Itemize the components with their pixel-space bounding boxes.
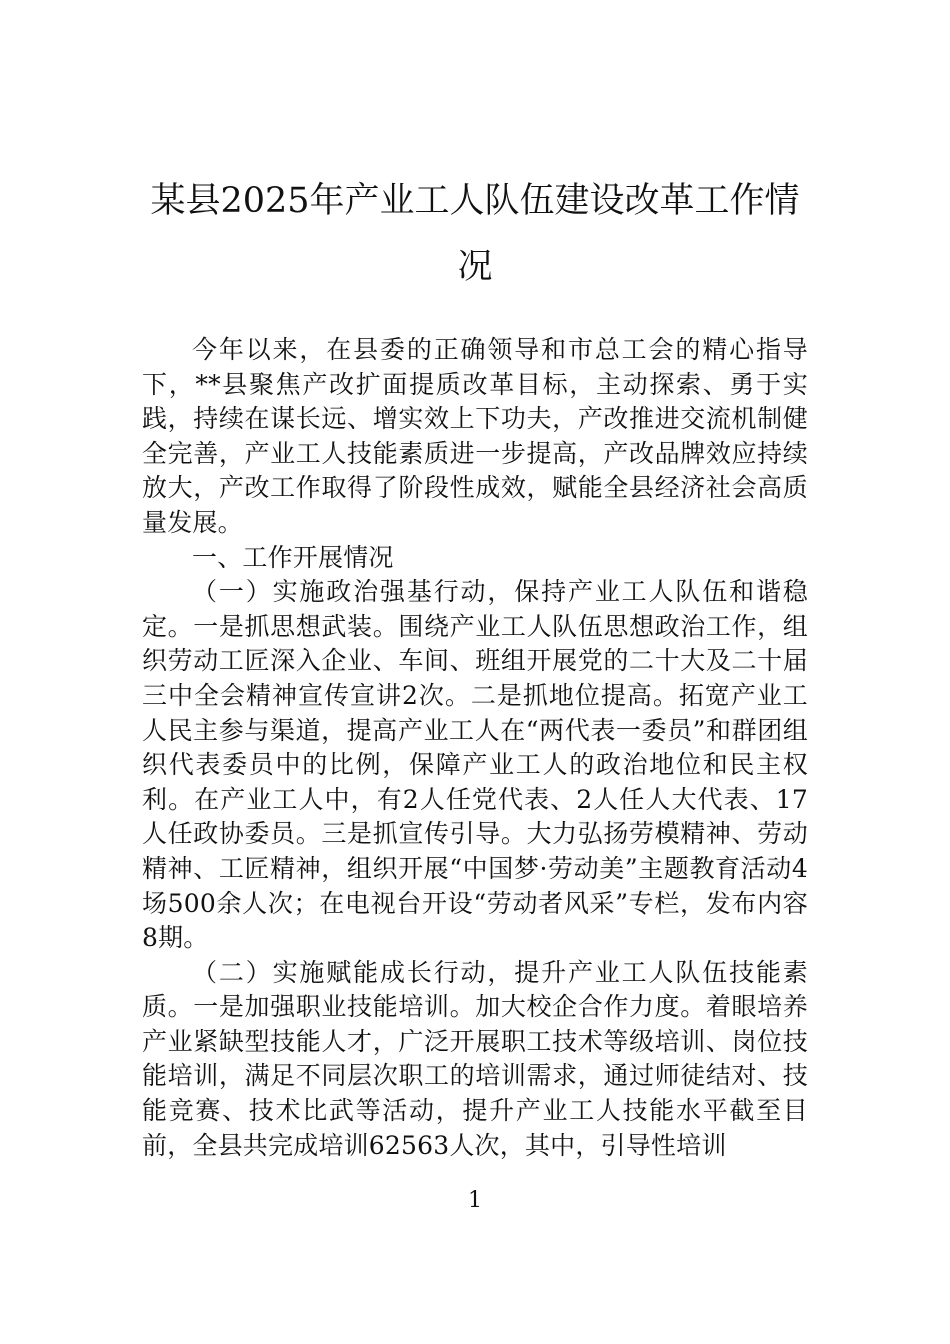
document-title: 某县2025年产业工人队伍建设改革工作情况	[150, 181, 800, 287]
intro-paragraph: 今年以来，在县委的正确领导和市总工会的精心指导下，**县聚焦产改扩面提质改革目标，主动探索、勇于实践，持续在谋长远、增实效上下功夫，产改推进交流机制健全完善，产业工人技能素质进一步提高，产改品牌效应持续放大，产改工作取得了阶段性成效，赋能全县经济社会高质量发展。	[142, 335, 808, 537]
section-paragraph-2: （二）实施赋能成长行动，提升产业工人队伍技能素质。一是加强职业技能培训。加大校企合作力度。着眼培养产业紧缺型技能人才，广泛开展职工技术等级培训、岗位技能培训，满足不同层次职工的培训需求，通过师徒结对、技能竞赛、技术比武等活动，提升产业工人技能水平截至目前，全县共完成培训62563人次，其中，引导性培训	[142, 957, 808, 1160]
page-number: 1	[468, 1188, 482, 1213]
section-heading: 一、工作开展情况	[192, 542, 394, 572]
document-body	[142, 333, 808, 1163]
section-paragraph-1: （一）实施政治强基行动，保持产业工人队伍和谐稳定。一是抓思想武装。围绕产业工人队伍思想政治工作，组织劳动工匠深入企业、车间、班组开展党的二十大及二十届三中全会精神宣传宣讲2次。二是抓地位提高。拓宽产业工人民主参与渠道，提高产业工人在“两代表一委员”和群团组织代表委员中的比例，保障产业工人的政治地位和民主权利。在产业工人中，有2人任党代表、2人任人大代表、17人任政协委员。三是抓宣传引导。大力弘扬劳模精神、劳动精神、工匠精神，组织开展“中国梦·劳动美”主题教育活动4场500余人次；在电视台开设“劳动者风采”专栏，发布内容8期。	[142, 577, 808, 953]
